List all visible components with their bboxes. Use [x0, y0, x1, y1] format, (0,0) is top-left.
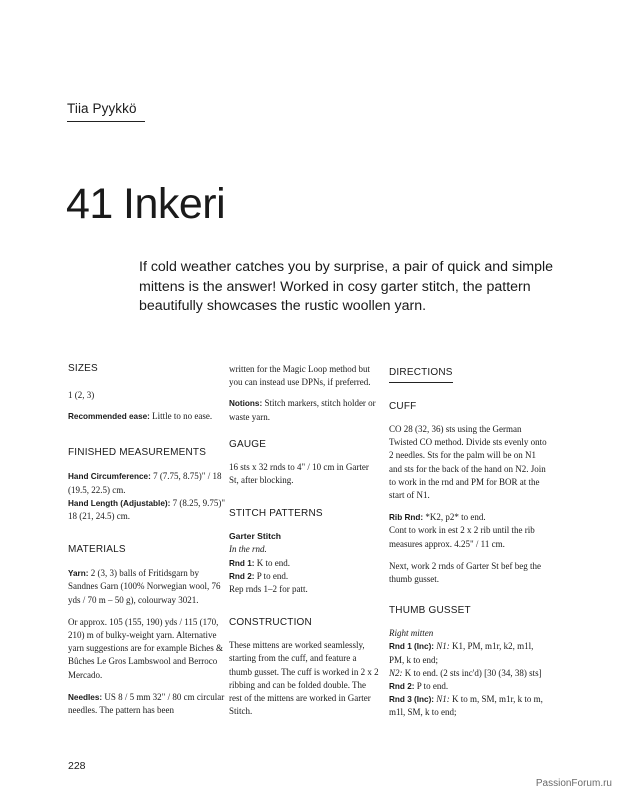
- construction-heading: CONSTRUCTION: [229, 617, 312, 629]
- column-right: [389, 362, 549, 720]
- r1-n1: N1:: [434, 641, 450, 652]
- notions-info: [229, 397, 379, 423]
- gauge-heading: GAUGE: [229, 438, 267, 450]
- column-middle: [229, 363, 379, 718]
- rnd1-label: Rnd 1:: [229, 558, 255, 568]
- needles-label: Needles:: [68, 692, 103, 702]
- stitch-patterns-heading: STITCH PATTERNS: [229, 508, 323, 520]
- hand-circumference: [68, 470, 228, 496]
- needles-continuation: written for the Magic Loop method but you can instead use DPNs, if preferred.: [229, 364, 371, 388]
- rib-label: Rib Rnd:: [389, 513, 424, 523]
- notions-label: Notions:: [229, 399, 263, 409]
- gusset-rnd-3: [389, 693, 549, 719]
- rnd2-label: Rnd 2:: [229, 571, 255, 581]
- circumference-value: 7 (7.75, 8.75)" / 18 (19.5, 22.5) cm.: [68, 471, 222, 495]
- garter-stitch-block: [229, 530, 379, 596]
- r1-label: Rnd 1 (Inc):: [389, 642, 435, 652]
- needles-value: US 8 / 5 mm 32" / 80 cm circular needles. The pattern has been: [68, 691, 225, 716]
- pattern-title: [66, 180, 225, 228]
- page-number: 228: [68, 760, 86, 772]
- r3-value: K to m, SM, m1r, k to m, m1l, SM, k to end;: [389, 694, 543, 718]
- r1-value: K1, PM, m1r, k2, m1l, PM, k to end;: [389, 641, 534, 665]
- ease-label: Recommended ease:: [68, 412, 150, 422]
- circumference-label: Hand Circumference:: [68, 472, 151, 482]
- r3-label: Rnd 3 (Inc):: [389, 695, 435, 705]
- length-label: Hand Length (Adjustable):: [68, 498, 171, 508]
- r2-value: P to end.: [414, 681, 449, 692]
- directions-heading: DIRECTIONS: [389, 366, 453, 383]
- in-the-round: In the rnd.: [229, 544, 267, 555]
- rib-continue: Cont to work in est 2 x 2 rib until the rib measures approx. 4.25" / 11 cm.: [389, 525, 535, 549]
- rnd2-value: P to end.: [254, 570, 289, 581]
- column-left: [68, 362, 228, 717]
- yarn-label: Yarn:: [68, 569, 89, 579]
- finished-measurements-heading: FINISHED MEASUREMENTS: [68, 447, 207, 459]
- ease-value: Little to no ease.: [149, 411, 213, 422]
- gusset-rnd-2: [389, 680, 549, 693]
- yarn-info: [68, 567, 228, 607]
- author-name: Tiia Pyykkö: [67, 101, 137, 116]
- length-value: 7 (8.25, 9.75)" 18 (21, 24.5) cm.: [68, 497, 226, 522]
- sizes-heading: SIZES: [68, 363, 98, 374]
- alternative-yarn: Or approx. 105 (155, 190) yds / 115 (170, 210) m of bulky-weight yarn. Alternative yarn suggestions are for example Biches & Bûches Le Gros Lambswool and Berroco Mercado.: [68, 616, 223, 680]
- next-garter: Next, work 2 rnds of Garter St bef beg the thumb gusset.: [389, 560, 541, 585]
- yarn-value: 2 (3, 3) balls of Fritidsgarn by Sandnes Garn (100% Norwegian wool, 76 yds / 70 m – 50 g), colourway 3021.: [68, 568, 221, 605]
- rib-round: [389, 511, 549, 524]
- gauge-text: 16 sts x 32 rnds to 4" / 10 cm in Garter St, after blocking.: [229, 461, 369, 486]
- rib-value: *K2, p2* to end.: [423, 512, 486, 523]
- sizes-values: 1 (2, 3): [68, 390, 95, 400]
- r1-n2: N2:: [389, 667, 403, 678]
- hand-length: [68, 497, 228, 523]
- recommended-ease: [68, 410, 228, 423]
- cuff-heading: CUFF: [389, 401, 417, 412]
- intro-paragraph: If cold weather catches you by surprise, a pair of quick and simple mittens is the answer! Worked in cosy garter stitch, the pattern beautifully showcases the rustic woollen yarn.: [139, 259, 554, 315]
- construction-text: These mittens are worked seamlessly, starting from the cuff, and feature a thumb gusset. The cuff is worked in 2 x 2 ribbing and can be folded double. The rest of the mittens are worked in Garter Stitch.: [229, 640, 379, 717]
- gusset-rnd-1: [389, 640, 549, 666]
- pattern-number: 41: [66, 180, 113, 228]
- cuff-text: CO 28 (32, 36) sts using the German Twisted CO method. Divide sts evenly onto 2 needles. Sts for the palm will be on N1 and sts for the back of the hand on N2. Join to work in the rnd and PM for BOR at the start of N1.: [389, 424, 547, 501]
- watermark: PassionForum.ru: [535, 778, 612, 789]
- rnd1-value: K to end.: [254, 557, 290, 568]
- notions-value: Stitch markers, stitch holder or waste yarn.: [229, 398, 376, 422]
- r1-n2-value: K to end. (2 sts inc'd) [30 (34, 38) sts]: [402, 667, 542, 678]
- garter-rnd-1: [229, 557, 379, 570]
- gusset-rnd-1-n2: [389, 667, 549, 680]
- thumb-gusset-heading: THUMB GUSSET: [389, 605, 471, 617]
- garter-stitch-name: Garter Stitch: [229, 531, 282, 542]
- needles-info: [68, 691, 228, 717]
- r2-label: Rnd 2:: [389, 682, 415, 692]
- author-underline: [67, 121, 145, 122]
- garter-repeat: Rep rnds 1–2 for patt.: [229, 584, 308, 595]
- right-mitten-label: Right mitten: [389, 628, 434, 639]
- r3-n1: N1:: [434, 694, 450, 705]
- garter-rnd-2: [229, 570, 379, 583]
- materials-heading: MATERIALS: [68, 544, 126, 556]
- pattern-name: Inkeri: [123, 180, 226, 228]
